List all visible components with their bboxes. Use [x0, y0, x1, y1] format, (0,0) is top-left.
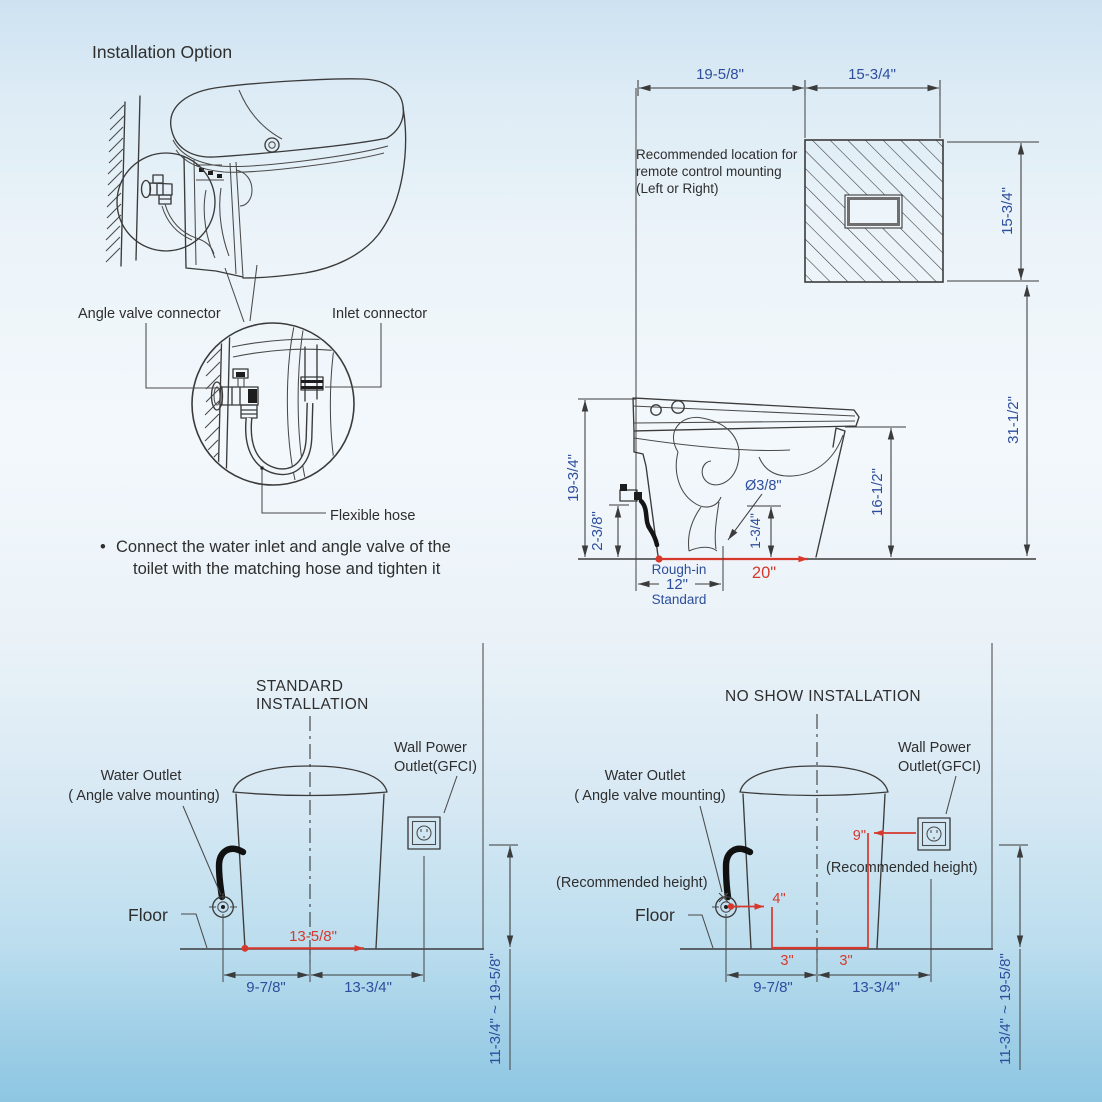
remote-note-line2: remote control mounting	[636, 164, 782, 179]
floor-label-standard: Floor	[128, 905, 168, 925]
remote-mount-diagram	[636, 66, 1039, 559]
dim-hole-height: 1-3/4"	[748, 513, 763, 549]
side-view-dimensions	[565, 399, 906, 607]
dim-left-standard: 9-7/8"	[246, 979, 286, 996]
power-outlet-symbol-standard	[408, 817, 440, 849]
rec-height-right-label: (Recommended height)	[826, 860, 978, 876]
dim-outlet-height-noshow: 11-3/4" ~ 19-5/8"	[997, 953, 1014, 1065]
callout-labels	[78, 306, 427, 524]
toilet-side-profile	[620, 398, 859, 557]
dim-seat-height: 16-1/2"	[869, 468, 886, 516]
dim-three-left: 3"	[780, 953, 794, 969]
dim-base-width: 13-5/8"	[289, 928, 337, 945]
label-angle-valve-connector: Angle valve connector	[78, 306, 221, 322]
standard-title-line1: STANDARD	[256, 678, 344, 695]
dim-right-noshow: 13-3/4"	[852, 979, 900, 996]
installation-option-figure	[78, 42, 451, 578]
section-title-installation-option: Installation Option	[92, 42, 233, 62]
note-bullet: •	[100, 538, 106, 556]
floor-label-noshow: Floor	[635, 905, 675, 925]
dim-width-right: 15-3/4"	[848, 66, 896, 83]
dim-left-noshow: 9-7/8"	[753, 979, 793, 996]
dim-outlet-offset: 9"	[852, 828, 866, 844]
label-inlet-connector: Inlet connector	[332, 306, 428, 322]
water-outlet-symbol-standard	[209, 893, 237, 921]
standard-title-line2: INSTALLATION	[256, 696, 369, 713]
valve-detail-circle	[192, 321, 354, 487]
label-flexible-hose: Flexible hose	[330, 508, 416, 524]
toilet-front-view-noshow	[726, 766, 888, 948]
dim-right-standard: 13-3/4"	[344, 979, 392, 996]
water-outlet-label-line1: Water Outlet	[100, 768, 182, 784]
toilet-front-view-standard	[219, 766, 387, 948]
connection-note	[100, 538, 451, 578]
dim-footprint: 20"	[751, 564, 777, 582]
note-line2: toilet with the matching hose and tighten it	[133, 560, 441, 578]
rough-in-dim: 12"	[665, 576, 689, 593]
no-show-installation-diagram	[556, 643, 1028, 1070]
water-outlet-label-noshow-line2: ( Angle valve mounting)	[574, 788, 726, 804]
water-outlet-label-line2: ( Angle valve mounting)	[68, 788, 220, 804]
dim-box-height: 15-3/4"	[999, 187, 1016, 235]
red-offset-dimensions	[728, 828, 916, 969]
note-line1: Connect the water inlet and angle valve of the	[116, 538, 451, 556]
dim-total-height: 31-1/2"	[1005, 396, 1022, 444]
remote-note-line1: Recommended location for	[636, 147, 798, 162]
standard-installation-diagram	[68, 643, 518, 1070]
dim-outlet-height-standard: 11-3/4" ~ 19-5/8"	[487, 953, 504, 1065]
dim-three-right: 3"	[839, 953, 853, 969]
dim-width-left: 19-5/8"	[696, 66, 744, 83]
water-outlet-label-noshow-line1: Water Outlet	[604, 768, 686, 784]
remote-note-line3: (Left or Right)	[636, 181, 719, 196]
wall-power-label-line1: Wall Power	[394, 740, 467, 756]
wall-power-label-line2: Outlet(GFCI)	[394, 759, 477, 775]
toilet-perspective-drawing	[171, 79, 406, 278]
remote-note	[636, 147, 798, 196]
dim-height: 19-3/4"	[565, 454, 582, 502]
rough-in-label: Rough-in	[651, 562, 707, 577]
wall-power-label-noshow-line2: Outlet(GFCI)	[898, 759, 981, 775]
wall-power-label-noshow-line1: Wall Power	[898, 740, 971, 756]
rec-height-left-label: (Recommended height)	[556, 875, 708, 891]
rough-in-sub: Standard	[651, 592, 707, 607]
dim-valve-height: 2-3/8"	[589, 511, 606, 551]
dim-hole-dia: Ø3/8"	[745, 478, 782, 494]
noshow-title: NO SHOW INSTALLATION	[725, 688, 922, 705]
power-outlet-symbol-noshow	[918, 818, 950, 850]
dim-valve-offset: 4"	[772, 891, 786, 907]
